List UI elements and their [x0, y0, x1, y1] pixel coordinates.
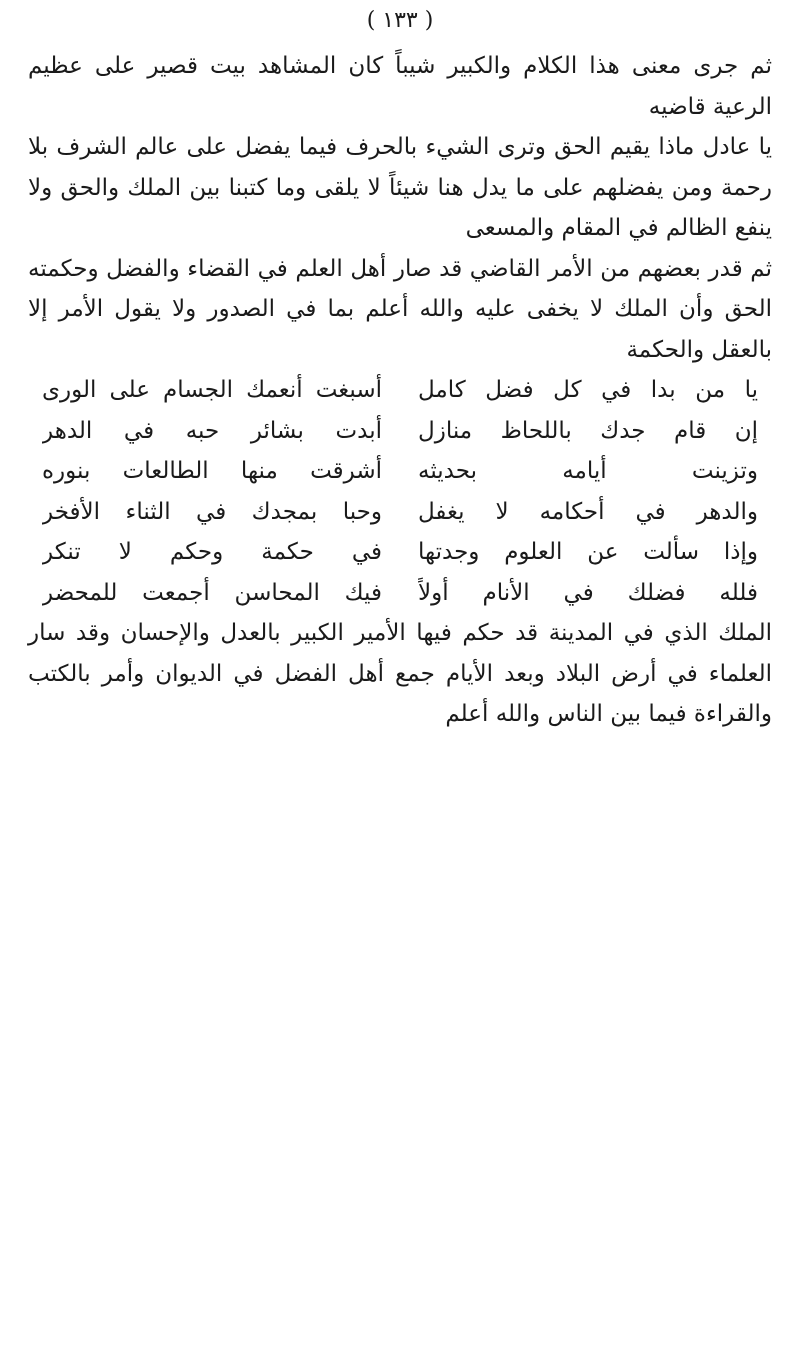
- poem-line-3-second: أشرقت منها الطالعات بنوره: [42, 458, 382, 484]
- page-number: ( ١٣٣ ): [366, 8, 434, 33]
- poem-line-1-second: أسبغت أنعمك الجسام على الورى: [42, 377, 382, 403]
- poem-line-1-first: يا من بدا في كل فضل كامل: [418, 377, 758, 403]
- poem-line-3-first: وتزينت أيامه بحديثه: [418, 458, 758, 484]
- poem: [42, 370, 758, 613]
- poem-line-4-second: وحبا بمجدك في الثناء الأفخر: [42, 498, 382, 525]
- poem-line-2-first: إن قام جدك باللحاظ منازل: [418, 417, 758, 444]
- poem-line-4-first: والدهر في أحكامه لا يغفل: [418, 498, 758, 525]
- paragraph-2: يا عادل ماذا يقيم الحق وترى الشيء بالحرف فيما يفضل على عالم الشرف بلا رحمة ومن يفضلهم على ما يدل هنا شيئاً لا يلقى وما كتبنا بين الملك والحق ولا ينفع الظالم في المقام والمسعى: [28, 134, 772, 241]
- poem-line-2-second: أبدت بشائر حبه في الدهر: [42, 417, 382, 444]
- poem-line-6-second: فيك المحاسن أجمعت للمحضر: [42, 579, 382, 606]
- paragraph-3: ثم قدر بعضهم من الأمر القاضي قد صار أهل العلم في القضاء والفضل وحكمته الحق وأن الملك لا يخفى عليه والله أعلم بما في الصدور ولا يقول الأمر إلا بالعقل والحكمة: [28, 255, 772, 363]
- paragraph-4: الملك الذي في المدينة قد حكم فيها الأمير الكبير بالعدل والإحسان وقد سار العلماء في أرض البلاد وبعد الأيام جمع أهل الفضل في الديوان وأمر بالكتب والقراءة فيما بين الناس والله أعلم: [28, 620, 772, 727]
- poem-line-5-second: في حكمة وحكم لا تنكر: [42, 539, 382, 565]
- paragraph-1: ثم جرى معنى هذا الكلام والكبير شيباً كان المشاهد بيت قصير على عظيم الرعية قاضيه: [28, 53, 772, 120]
- poem-line-5-first: وإذا سألت عن العلوم وجدتها: [418, 539, 758, 565]
- poem-line-6-first: فلله فضلك في الأنام أولاً: [418, 579, 758, 606]
